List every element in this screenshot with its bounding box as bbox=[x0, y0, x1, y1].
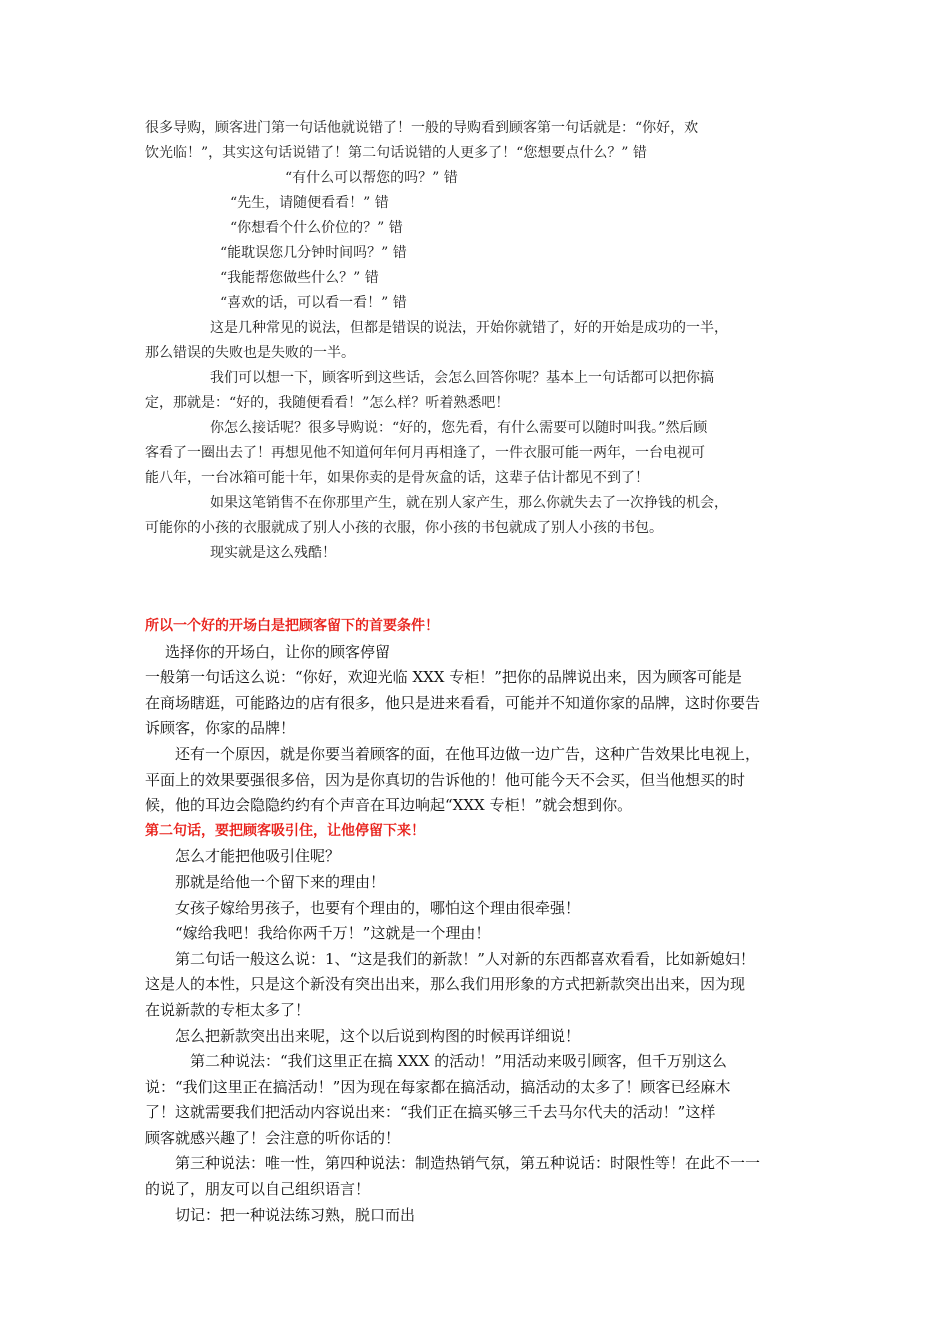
paragraph-line: 的说了，朋友可以自己组织语言！ bbox=[145, 1180, 371, 1199]
paragraph-line: 那么错误的失败也是失败的一半。 bbox=[145, 345, 355, 361]
paragraph-line: 说：“我们这里正在搞活动！”因为现在每家都在搞活动，搞活动的太多了！顾客已经麻木 bbox=[145, 1077, 731, 1096]
paragraph-line: 这是几种常见的说法，但都是错误的说法，开始你就错了，好的开始是成功的一半， bbox=[210, 320, 728, 336]
paragraph-line: 在说新款的专柜太多了！ bbox=[145, 1000, 311, 1019]
example-greeting: “先生，请随便看看！” 错 bbox=[230, 195, 389, 211]
paragraph-line: 在商场瞎逛，可能路边的店有很多，他只是进来看看，可能并不知道你家的品牌，这时你要告 bbox=[145, 693, 761, 712]
paragraph-line: 一般第一句话这么说：“你好，欢迎光临 XXX 专柜！”把你的品牌说出来，因为顾客可能是 bbox=[145, 668, 742, 687]
paragraph-line: 女孩子嫁给男孩子，也要有个理由的，哪怕这个理由很牵强！ bbox=[175, 898, 581, 917]
example-greeting: “能耽误您几分钟时间吗？” 错 bbox=[220, 245, 407, 261]
example-greeting: “喜欢的话，可以看一看！” 错 bbox=[220, 295, 407, 311]
paragraph-line: “嫁给我吧！我给你两千万！”这就是一个理由！ bbox=[175, 924, 491, 943]
section-heading: 第二句话，要把顾客吸引住，让他停留下来！ bbox=[145, 822, 425, 839]
paragraph-line: 切记：把一种说法练习熟，脱口而出 bbox=[175, 1205, 416, 1224]
paragraph-line: 怎么才能把他吸引住呢？ bbox=[175, 847, 341, 866]
section-wrong-greetings bbox=[145, 116, 815, 566]
paragraph-line: 那就是给他一个留下来的理由！ bbox=[175, 872, 386, 891]
paragraph-line: 顾客就感兴趣了！会注意的听你话的！ bbox=[145, 1128, 401, 1147]
paragraph-line: 还有一个原因，就是你要当着顾客的面，在他耳边做一边广告，这种广告效果比电视上， bbox=[175, 744, 761, 763]
paragraph-line: 可能你的小孩的衣服就成了别人小孩的衣服，你小孩的书包就成了别人小孩的书包。 bbox=[145, 520, 663, 536]
section-heading: 所以一个好的开场白是把顾客留下的首要条件！ bbox=[145, 618, 439, 634]
paragraph-line: 你怎么接话呢？很多导购说：“好的，您先看，有什么需要可以随时叫我。”然后顾 bbox=[210, 420, 708, 436]
paragraph-line: 第二种说法：“我们这里正在搞 XXX 的活动！”用活动来吸引顾客，但千万别这么 bbox=[190, 1052, 727, 1071]
section-opening-lines bbox=[145, 614, 815, 1228]
example-greeting: “有什么可以帮您的吗？” 错 bbox=[285, 170, 458, 186]
paragraph-line: 饮光临！”，其实这句话说错了！第二句话说错的人更多了！“您想要点什么？” 错 bbox=[145, 145, 647, 161]
example-greeting: “你想看个什么价位的？” 错 bbox=[230, 220, 403, 236]
paragraph-line: 平面上的效果要强很多倍，因为是你真切的告诉他的！他可能今天不会买，但当他想买的时 bbox=[145, 770, 746, 789]
paragraph-line: 如果这笔销售不在你那里产生，就在别人家产生，那么你就失去了一次挣钱的机会， bbox=[210, 495, 728, 511]
paragraph-line: 第二句话一般这么说：1、“这是我们的新款！”人对新的东西都喜欢看看，比如新媳妇！ bbox=[175, 949, 755, 968]
paragraph-line: 现实就是这么残酷！ bbox=[210, 545, 336, 561]
paragraph-line: 这是人的本性，只是这个新没有突出出来，那么我们用形象的方式把新款突出出来，因为现 bbox=[145, 975, 746, 994]
paragraph-line: 能八年，一台冰箱可能十年，如果你卖的是骨灰盒的话，这辈子估计都见不到了！ bbox=[145, 470, 649, 486]
paragraph-line: 很多导购，顾客进门第一句话他就说错了！一般的导购看到顾客第一句话就是：“你好，欢 bbox=[145, 120, 699, 136]
paragraph-line: 第三种说法：唯一性，第四种说法：制造热销气氛，第五种说话：时限性等！在此不一一 bbox=[175, 1154, 761, 1173]
paragraph-line: 客看了一圈出去了！再想见他不知道何年何月再相逢了，一件衣服可能一两年，一台电视可 bbox=[145, 445, 705, 461]
paragraph-line: 选择你的开场白，让你的顾客停留 bbox=[165, 642, 391, 661]
paragraph-line: 诉顾客，你家的品牌！ bbox=[145, 719, 296, 738]
paragraph-line: 怎么把新款突出出来呢，这个以后说到构图的时候再详细说！ bbox=[175, 1026, 581, 1045]
example-greeting: “我能帮您做些什么？” 错 bbox=[220, 270, 379, 286]
paragraph-line: 我们可以想一下，顾客听到这些话，会怎么回答你呢？基本上一句话都可以把你搞 bbox=[210, 370, 714, 386]
paragraph-line: 了！这就需要我们把活动内容说出来：“我们正在搞买够三千去马尔代夫的活动！”这样 bbox=[145, 1103, 716, 1122]
paragraph-line: 候，他的耳边会隐隐约约有个声音在耳边响起“XXX 专柜！”就会想到你。 bbox=[145, 796, 633, 815]
paragraph-line: 定，那就是：“好的，我随便看看！”怎么样？听着熟悉吧！ bbox=[145, 395, 510, 411]
